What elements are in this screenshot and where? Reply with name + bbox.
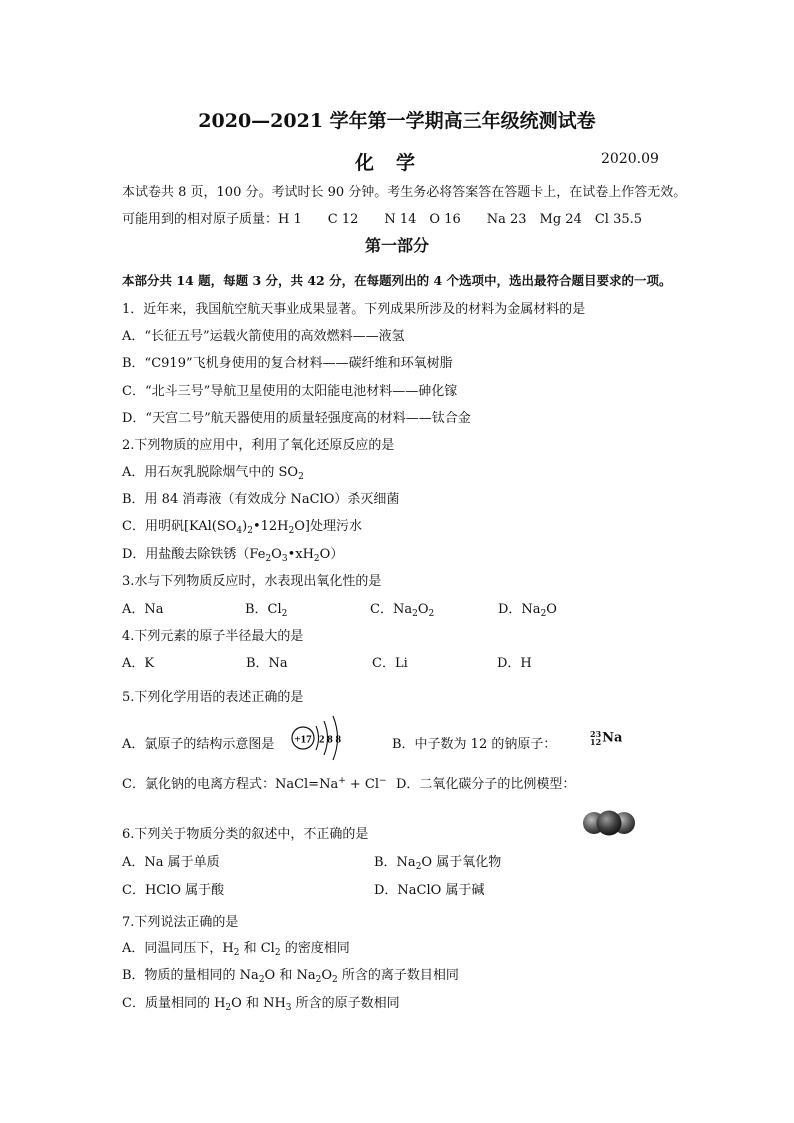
q6-option-b: B．$Na_2O$ 属于氧化物 xyxy=(374,855,502,872)
nuclide-mass-number: 23 xyxy=(590,729,602,739)
q2-option-c: C．用明矾$[KAl(SO_4)_2•12H_2O]$处理污水 xyxy=(122,519,362,536)
q5-stem: 5.下列化学用语的表述正确的是 xyxy=(122,690,304,705)
exam-note: 本试卷共 8 页，100 分。考试时长 90 分钟。考生务必将答案答在答题卡上，在试卷上作答无效。 xyxy=(122,185,687,200)
sodium-nuclide xyxy=(590,730,622,746)
chlorine-atom-structure-diagram xyxy=(290,712,360,762)
carbon-atom xyxy=(597,811,622,836)
exam-date: 2020.09 xyxy=(601,151,659,167)
co2-space-filling-model xyxy=(582,806,636,840)
q5-option-a: A．氯原子的结构示意图是 xyxy=(122,737,275,752)
q2-option-b: B．用 84 消毒液（有效成分 NaClO）杀灭细菌 xyxy=(122,492,400,507)
q4-option-a: A．K xyxy=(122,656,155,671)
q3-option-b: B．$Cl_2$ xyxy=(245,602,288,619)
q6-option-c: C．HClO 属于酸 xyxy=(122,883,225,898)
q1-option-a: A．“长征五号”运载火箭使用的高效燃料——液氢 xyxy=(122,329,405,344)
q1-option-c: C．“北斗三号”导航卫星使用的太阳能电池材料——砷化镓 xyxy=(122,384,458,399)
nuclide-symbol: Na xyxy=(602,730,623,746)
q3-option-c: C．$Na_2O_2$ xyxy=(370,602,435,619)
q7-option-c: C．质量相同的 $H_2O$ 和 $NH_3$ 所含的原子数相同 xyxy=(122,996,400,1013)
q2-option-a: A．用石灰乳脱除烟气中的 $SO_2$ xyxy=(122,465,304,482)
part-title: 第一部分 xyxy=(364,236,429,255)
nucleus-charge: +17 xyxy=(294,733,312,746)
exam-title: 2020—2021 学年第一学期高三年级统测试卷 xyxy=(198,110,596,132)
q3-option-a: A．Na xyxy=(122,602,164,617)
subject-title: 化学 xyxy=(355,152,438,174)
nuclide-atomic-number: 12 xyxy=(590,737,602,747)
q5-option-c: C．氯化钠的电离方程式：NaCl=Na+ + Cl− xyxy=(122,776,387,792)
q6-stem: 6.下列关于物质分类的叙述中，不正确的是 xyxy=(122,827,369,842)
q4-option-b: B．Na xyxy=(246,656,288,671)
part-instructions: 本部分共 14 题，每题 3 分，共 42 分，在每题列出的 4 个选项中，选出最符合题目要求的一项。 xyxy=(122,273,672,288)
q4-stem: 4.下列元素的原子半径最大的是 xyxy=(122,629,304,644)
shell-electrons: 2 8 8 xyxy=(319,733,341,746)
q6-option-a: A．Na 属于单质 xyxy=(122,855,220,870)
q7-option-b: B．物质的量相同的 $Na_2O$ 和 $Na_2O_2$ 所含的离子数目相同 xyxy=(122,968,459,985)
q1-option-b: B．“C919”飞机身使用的复合材料——碳纤维和环氧树脂 xyxy=(122,356,453,371)
q7-stem: 7.下列说法正确的是 xyxy=(122,915,239,930)
q7-option-a: A．同温同压下，$H_2$ 和 $Cl_2$ 的密度相同 xyxy=(122,941,350,958)
q4-option-c: C．Li xyxy=(372,656,408,671)
q5-option-d: D．二氧化碳分子的比例模型： xyxy=(396,777,576,792)
q3-option-d: D．$Na_2O$ xyxy=(498,602,557,619)
q6-option-d: D．NaClO 属于碱 xyxy=(374,883,485,898)
q1-option-d: D．“天宫二号”航天器使用的质量轻强度高的材料——钛合金 xyxy=(122,411,471,426)
q2-option-d: D．用盐酸去除铁锈$(Fe_2O_3•xH_2O)$ xyxy=(122,547,344,564)
q2-stem: 2.下列物质的应用中，利用了氧化还原反应的是 xyxy=(122,438,395,453)
q4-option-d: D．H xyxy=(497,656,532,671)
atomic-masses: 可能用到的相对原子质量：H 1 C 12 N 14 O 16 Na 23 Mg 24 Cl 35.5 xyxy=(122,212,643,227)
q3-stem: 3.水与下列物质反应时，水表现出氧化性的是 xyxy=(122,574,382,589)
q1-stem: 1．近年来，我国航空航天事业成果显著。下列成果所涉及的材料为金属材料的是 xyxy=(122,302,586,317)
q5-option-b: B．中子数为 12 的钠原子： xyxy=(392,737,557,752)
